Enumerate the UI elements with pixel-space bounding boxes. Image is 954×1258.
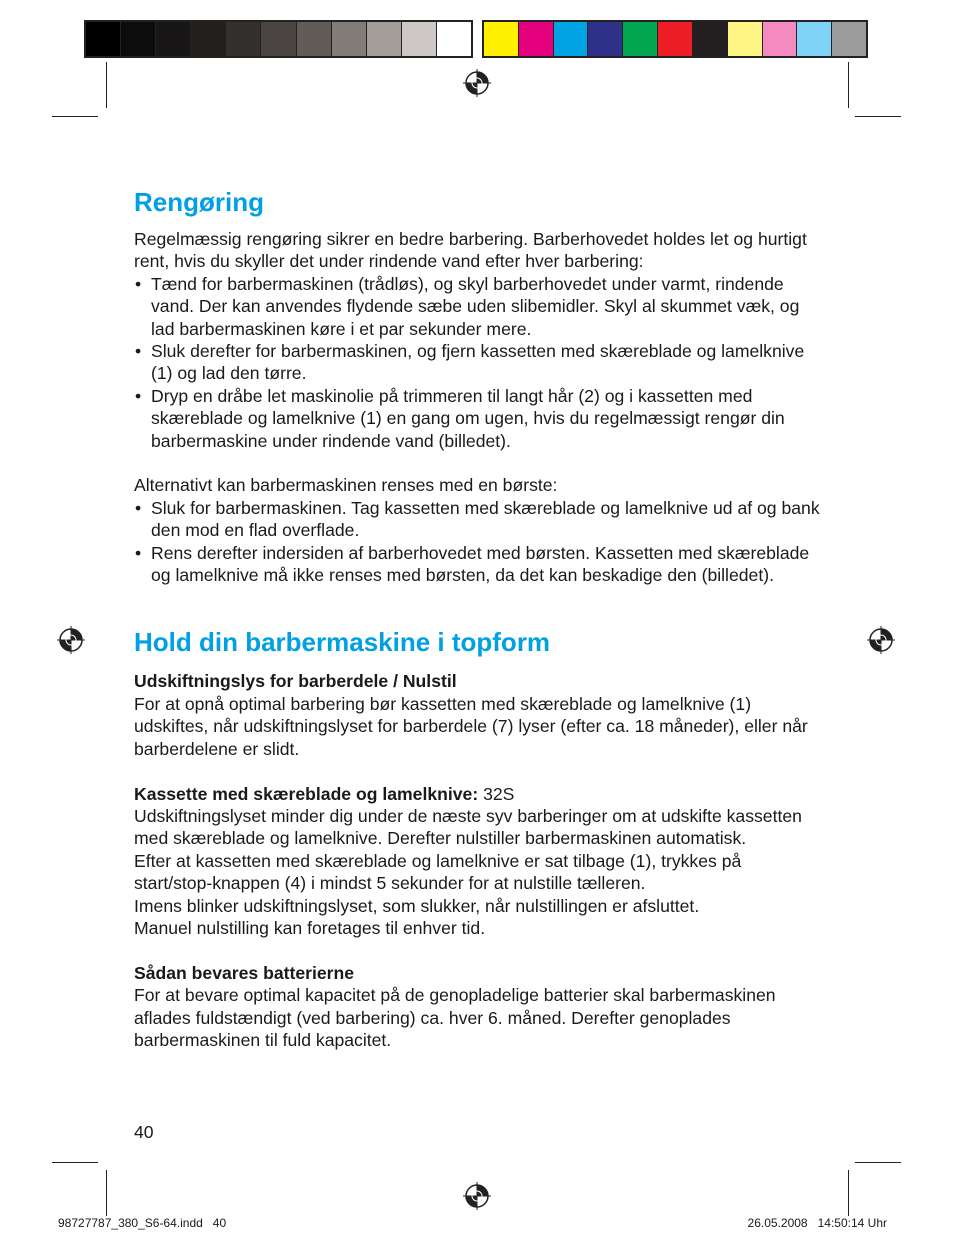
section-title-rengoring: Rengøring (134, 187, 264, 217)
color-swatch (623, 22, 658, 56)
color-swatch (554, 22, 589, 56)
registration-mark-icon (867, 626, 895, 654)
list-item: • Rens derefter indersiden af barberhovedet med børsten. Kassetten med skæreblade og lamelknive må ikke renses med børsten, da det kan beskadige den (billedet). (134, 542, 824, 587)
cassette-text-1: Udskiftningslyset minder dig under de næste syv barberinger om at udskifte kassetten med skæreblade og lamelknive. Derefter nulstiller barbermaskinen automatisk. (134, 805, 802, 849)
page-content (134, 186, 824, 1051)
brush-cleaning-list (134, 497, 824, 587)
brush-cleaning-intro: Alternativt kan barbermaskinen renses med en børste: (134, 475, 558, 496)
replacement-light-text: For at opnå optimal barbering bør kassetten med skæreblade og lamelknive (1) udskiftes, når udskiftningslyset for barberdele (7) lyser (efter ca. 18 måneder), eller når barberdelene er slidt. (134, 693, 808, 759)
registration-mark-icon (463, 69, 491, 97)
color-swatch (121, 22, 156, 56)
grayscale-color-bar (84, 20, 473, 58)
cassette-text-2: Efter at kassetten med skæreblade og lamelknive er sat tilbage (1), trykkes på start/stop-knappen (4) i mindst 5 sekunder for at nulstille tælleren. (134, 850, 742, 894)
crop-mark (855, 116, 901, 117)
cleaning-steps-list (134, 273, 824, 452)
color-swatch (156, 22, 191, 56)
registration-mark-icon (463, 1182, 491, 1210)
footer-timestamp: 26.05.2008 14:50:14 Uhr (747, 1216, 887, 1230)
crop-mark (848, 1170, 849, 1216)
crop-mark (848, 62, 849, 108)
batteries-text: For at bevare optimal kapacitet på de genopladelige batterier skal barbermaskinen aflades fuldstændigt (ved barbering) ca. hver 6. måned. Derefter genoplades barbermaskinen til fuld kapacitet. (134, 985, 776, 1050)
list-item: • Dryp en dråbe let maskinolie på trimmeren til langt hår (2) og i kassetten med skæreblade og lamelknive (1) en gang om ugen, hvis du regelmæssigt rengør din barbermaskine under rindende vand (billedet). (134, 385, 824, 452)
color-swatch (693, 22, 728, 56)
color-swatch (484, 22, 519, 56)
section-title-topform: Hold din barbermaskine i topform (134, 627, 551, 658)
color-swatch (261, 22, 296, 56)
color-swatch (797, 22, 832, 56)
color-swatch (86, 22, 121, 56)
color-swatch (332, 22, 367, 56)
registration-mark-icon (57, 626, 85, 654)
subheading-cassette: Kassette med skæreblade og lamelknive: (134, 783, 479, 804)
color-swatch (297, 22, 332, 56)
color-swatch (763, 22, 798, 56)
footer-file-info: 98727787_380_S6-64.indd 40 (58, 1216, 227, 1230)
subheading-replacement-light: Udskiftningslys for barberdele / Nulstil (134, 671, 457, 692)
color-swatch (728, 22, 763, 56)
color-swatch (226, 22, 261, 56)
list-item: • Sluk derefter for barbermaskinen, og fjern kassetten med skæreblade og lamelknive (1) og lad den tørre. (134, 340, 824, 385)
crop-mark (106, 1170, 107, 1216)
crop-mark (855, 1162, 901, 1163)
list-item: • Sluk for barbermaskinen. Tag kassetten med skæreblade og lamelknive ud af og bank den mod en flad overflade. (134, 497, 824, 542)
color-swatch (367, 22, 402, 56)
subheading-batteries: Sådan bevares batterierne (134, 962, 355, 983)
page-number: 40 (134, 1122, 154, 1142)
crop-mark (52, 116, 98, 117)
color-swatch (191, 22, 226, 56)
cleaning-intro: Regelmæssig rengøring sikrer en bedre barbering. Barberhovedet holdes let og hurtigt rent, hvis du skyller det under rindende vand efter hver barbering: (134, 229, 807, 272)
cassette-text-4: Manuel nulstilling kan foretages til enhver tid. (134, 917, 486, 938)
color-swatch (519, 22, 554, 56)
crop-mark (52, 1162, 98, 1163)
color-swatch (832, 22, 866, 56)
cassette-code: 32S (483, 783, 515, 804)
color-swatch (588, 22, 623, 56)
crop-mark (106, 62, 107, 108)
color-swatch (402, 22, 437, 56)
color-swatch (437, 22, 471, 56)
color-swatch (658, 22, 693, 56)
list-item: • Tænd for barbermaskinen (trådløs), og skyl barberhovedet under varmt, rindende vand. Der kan anvendes flydende sæbe uden slibemidler. Skyl al skummet væk, og lad barbermaskinen køre i et par sekunder mere. (134, 273, 824, 340)
cassette-text-3: Imens blinker udskiftningslyset, som slukker, når nulstillingen er afsluttet. (134, 895, 700, 916)
cassette-line (134, 783, 824, 805)
process-color-bar (482, 20, 868, 58)
